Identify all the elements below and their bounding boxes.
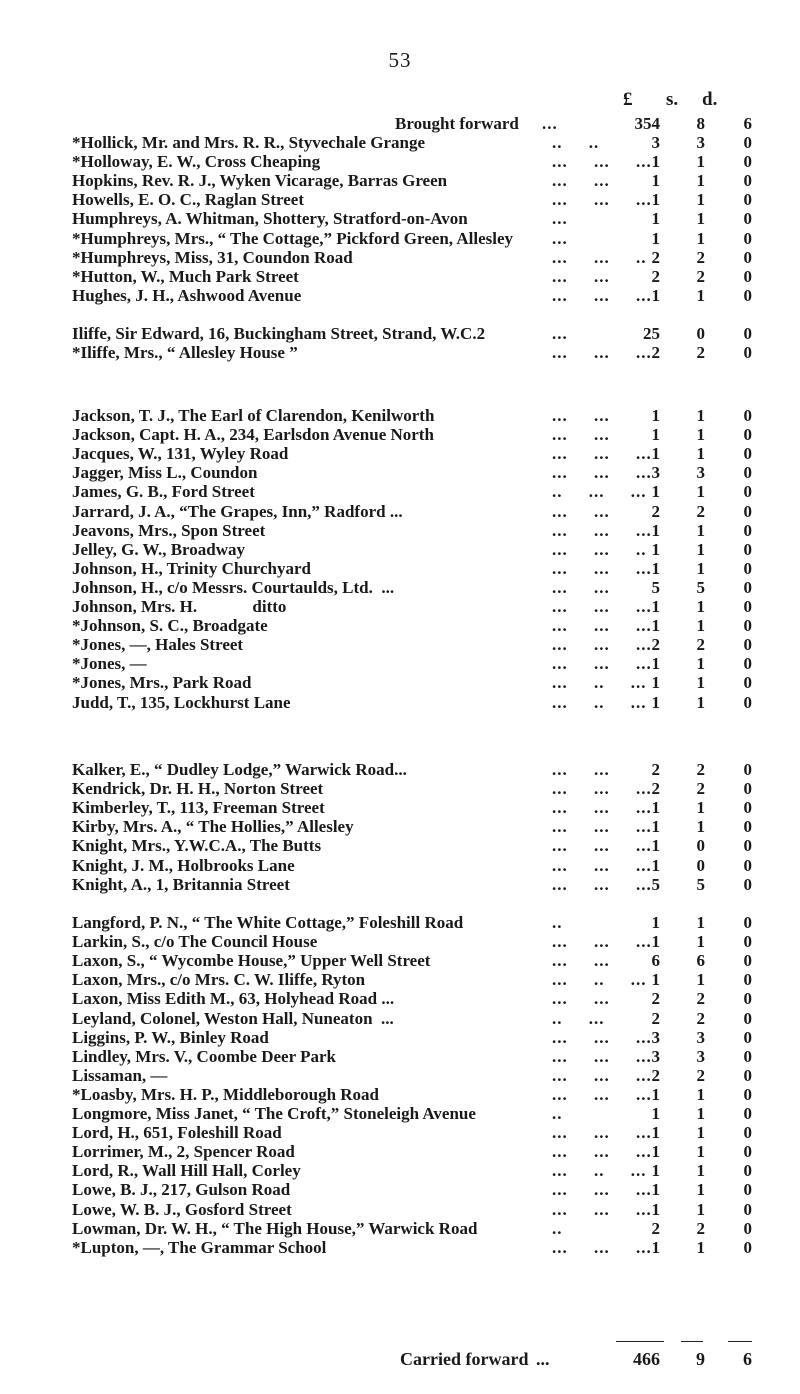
pence-value: 0 bbox=[743, 951, 752, 971]
subscriber-name: Kirby, Mrs. A., “ The Hollies,” Allesley bbox=[72, 817, 354, 837]
pounds-value: 2 bbox=[651, 1218, 660, 1238]
pence-value: 0 bbox=[743, 616, 752, 636]
shillings-value: 1 bbox=[696, 932, 705, 952]
leader-dots: ... ... ... bbox=[552, 817, 652, 837]
leader-dots: ... ... bbox=[552, 266, 610, 286]
shillings-value: 2 bbox=[696, 343, 705, 363]
leader-dots: ... bbox=[542, 114, 558, 133]
leader-dots: ... .. ... bbox=[552, 692, 647, 712]
leader-dots: ... ... ... bbox=[552, 932, 652, 952]
pence-value: 0 bbox=[743, 406, 752, 425]
subscriber-name: Laxon, Miss Edith M., 63, Holyhead Road ... bbox=[72, 989, 395, 1009]
leader-dots: ... ... ... bbox=[552, 836, 652, 856]
pence-value: 0 bbox=[743, 1084, 752, 1104]
pounds-total-rule bbox=[616, 1341, 664, 1342]
pence-value: 6 bbox=[743, 114, 752, 133]
subscriber-name: Longmore, Miss Janet, “ The Croft,” Stoneleigh Avenue bbox=[72, 1104, 476, 1123]
shillings-value: 1 bbox=[696, 285, 705, 305]
pounds-value: 1 bbox=[651, 406, 660, 425]
pence-value: 0 bbox=[743, 597, 752, 616]
shillings-value: 1 bbox=[696, 798, 705, 818]
leader-dots: ... ... ... bbox=[552, 855, 652, 875]
shillings-value: 1 bbox=[696, 1123, 705, 1143]
leader-dots: ... ... ... bbox=[552, 1199, 652, 1219]
page-number: 53 bbox=[388, 48, 412, 72]
list-item bbox=[72, 875, 752, 897]
pounds-value: 1 bbox=[651, 425, 660, 445]
subscriber-name: Humphreys, A. Whitman, Shottery, Stratford-on-Avon bbox=[72, 209, 468, 229]
pence-value: 0 bbox=[743, 1065, 752, 1085]
subscriber-name: James, G. B., Ford Street bbox=[72, 482, 255, 502]
shillings-column-header: s. bbox=[666, 89, 679, 110]
pounds-value: 1 bbox=[651, 520, 660, 540]
subscriber-name: *Iliffe, Mrs., “ Allesley House ” bbox=[72, 343, 298, 363]
pence-value: 0 bbox=[743, 855, 752, 875]
shillings-value: 3 bbox=[696, 133, 705, 152]
pence-value: 0 bbox=[743, 913, 752, 932]
subscriber-name: Larkin, S., c/o The Council House bbox=[72, 932, 318, 952]
shillings-value: 3 bbox=[696, 1046, 705, 1066]
pounds-value: 1 bbox=[651, 190, 660, 210]
pounds-value: 1 bbox=[651, 836, 660, 856]
leader-dots: ... ... ... bbox=[552, 1237, 652, 1257]
subscriber-name: Jagger, Miss L., Coundon bbox=[72, 463, 258, 483]
shillings-value: 8 bbox=[696, 114, 705, 133]
subscriber-name: *Humphreys, Miss, 31, Coundon Road bbox=[72, 247, 353, 267]
subscriber-name: Jeavons, Mrs., Spon Street bbox=[72, 520, 266, 540]
leader-dots: ... ... ... bbox=[552, 1142, 652, 1162]
pence-value: 0 bbox=[743, 285, 752, 305]
shillings-value: 1 bbox=[696, 673, 705, 693]
pounds-value: 1 bbox=[651, 616, 660, 636]
pence-total-rule bbox=[728, 1341, 752, 1342]
pounds-value: 1 bbox=[651, 209, 660, 229]
subscriber-name: Liggins, P. W., Binley Road bbox=[72, 1027, 269, 1047]
pence-value: 0 bbox=[743, 1008, 752, 1028]
pence-value: 0 bbox=[743, 425, 752, 445]
pounds-value: 1 bbox=[651, 913, 660, 932]
subscriber-name: Kimberley, T., 113, Freeman Street bbox=[72, 798, 325, 818]
pence-value: 0 bbox=[743, 520, 752, 540]
pounds-value: 1 bbox=[651, 692, 660, 712]
leader-dots: ... ... ... bbox=[552, 1065, 652, 1085]
subscriber-name: Knight, A., 1, Britannia Street bbox=[72, 874, 290, 894]
leader-dots: ... ... ... bbox=[552, 343, 652, 363]
pounds-value: 6 bbox=[651, 951, 660, 971]
subscriber-name: Laxon, S., “ Wycombe House,” Upper Well Street bbox=[72, 951, 431, 971]
shillings-value: 2 bbox=[696, 501, 705, 521]
leader-dots: ... ... ... bbox=[552, 463, 652, 483]
shillings-value: 5 bbox=[696, 577, 705, 597]
subscriber-name: *Humphreys, Mrs., “ The Cottage,” Pickford Green, Allesley bbox=[72, 228, 514, 248]
subscriber-name: Lissaman, — bbox=[72, 1065, 168, 1085]
leader-dots: ... ... .. bbox=[552, 539, 647, 559]
pounds-value: 5 bbox=[651, 577, 660, 597]
pounds-value: 1 bbox=[651, 444, 660, 464]
subscriber-name: Jarrard, J. A., “The Grapes, Inn,” Radford ... bbox=[72, 501, 403, 521]
pence-value: 0 bbox=[743, 482, 752, 502]
leader-dots: ... ... bbox=[552, 406, 610, 425]
pence-value: 0 bbox=[743, 817, 752, 837]
shillings-value: 1 bbox=[696, 444, 705, 464]
subscriber-name: *Jones, Mrs., Park Road bbox=[72, 673, 252, 693]
shillings-value: 1 bbox=[696, 171, 705, 191]
pounds-value: 25 bbox=[643, 324, 660, 343]
leader-dots: ... ... ... bbox=[552, 1084, 652, 1104]
subscriber-name: Lowe, B. J., 217, Gulson Road bbox=[72, 1180, 291, 1200]
subscriber-name: *Loasby, Mrs. H. P., Middleborough Road bbox=[72, 1084, 380, 1104]
leader-dots: ... ... ... bbox=[552, 1027, 652, 1047]
pence-value: 0 bbox=[743, 558, 752, 578]
pence-column-header: d. bbox=[702, 89, 718, 110]
shillings-value: 0 bbox=[696, 324, 705, 343]
pounds-value: 2 bbox=[651, 247, 660, 267]
pence-value: 0 bbox=[743, 874, 752, 894]
pence-value: 0 bbox=[743, 577, 752, 597]
pence-value: 0 bbox=[743, 539, 752, 559]
pence-value: 0 bbox=[743, 673, 752, 693]
pounds-value: 1 bbox=[651, 597, 660, 616]
shillings-value: 1 bbox=[696, 597, 705, 616]
pence-value: 0 bbox=[743, 171, 752, 191]
leader-dots: ... .. ... bbox=[552, 970, 647, 990]
pounds-value: 2 bbox=[651, 779, 660, 799]
leader-dots: ... bbox=[552, 209, 568, 229]
subscriber-name: Langford, P. N., “ The White Cottage,” Foleshill Road bbox=[72, 913, 464, 932]
leader-dots: ... ... ... bbox=[552, 635, 652, 655]
pounds-value: 1 bbox=[651, 1180, 660, 1200]
leader-dots: ... bbox=[552, 228, 568, 248]
leader-dots: .. ... bbox=[552, 1008, 605, 1028]
pounds-value: 3 bbox=[651, 133, 660, 152]
shillings-value: 0 bbox=[696, 836, 705, 856]
pounds-value: 1 bbox=[651, 1142, 660, 1162]
subscriber-name: *Hollick, Mr. and Mrs. R. R., Styvechale Grange bbox=[72, 133, 426, 152]
pounds-value: 1 bbox=[651, 855, 660, 875]
shillings-value: 6 bbox=[696, 951, 705, 971]
pence-value: 0 bbox=[743, 989, 752, 1009]
shillings-value: 2 bbox=[696, 247, 705, 267]
pence-total: 6 bbox=[743, 1349, 752, 1369]
pence-value: 0 bbox=[743, 654, 752, 674]
subscriber-name: Johnson, Mrs. H. ditto bbox=[72, 597, 287, 616]
shillings-value: 2 bbox=[696, 989, 705, 1009]
pounds-value: 1 bbox=[651, 1237, 660, 1257]
carried-forward-row bbox=[72, 1349, 752, 1373]
leader-dots: ... ... ... bbox=[552, 285, 652, 305]
pounds-total: 466 bbox=[633, 1349, 660, 1369]
leader-dots: ... ... bbox=[552, 951, 610, 971]
subscriber-name: Judd, T., 135, Lockhurst Lane bbox=[72, 692, 291, 712]
list-item bbox=[72, 286, 752, 308]
pounds-value: 1 bbox=[651, 1123, 660, 1143]
leader-dots: ... ... bbox=[552, 501, 610, 521]
pounds-value: 1 bbox=[651, 817, 660, 837]
subscriber-name: Leyland, Colonel, Weston Hall, Nuneaton ... bbox=[72, 1008, 394, 1028]
pence-value: 0 bbox=[743, 1237, 752, 1257]
pence-value: 0 bbox=[743, 932, 752, 952]
shillings-value: 3 bbox=[696, 463, 705, 483]
pounds-value: 1 bbox=[651, 654, 660, 674]
subscriber-name: *Holloway, E. W., Cross Cheaping bbox=[72, 152, 321, 172]
leader-dots: ... ... ... bbox=[552, 1123, 652, 1143]
pence-value: 0 bbox=[743, 635, 752, 655]
brought-forward-label: Brought forward bbox=[395, 114, 519, 133]
subscriber-name: *Johnson, S. C., Broadgate bbox=[72, 616, 268, 636]
subscriber-name: Lord, H., 651, Foleshill Road bbox=[72, 1123, 282, 1143]
shillings-value: 3 bbox=[696, 1027, 705, 1047]
subscriber-name: Hopkins, Rev. R. J., Wyken Vicarage, Barras Green bbox=[72, 171, 448, 191]
shillings-value: 1 bbox=[696, 152, 705, 172]
pence-value: 0 bbox=[743, 190, 752, 210]
subscriber-name: Jackson, Capt. H. A., 234, Earlsdon Avenue North bbox=[72, 425, 434, 445]
subscriber-name: *Hutton, W., Much Park Street bbox=[72, 266, 299, 286]
pence-value: 0 bbox=[743, 1104, 752, 1123]
shillings-value: 2 bbox=[696, 635, 705, 655]
pence-value: 0 bbox=[743, 152, 752, 172]
pounds-value: 1 bbox=[651, 152, 660, 172]
shillings-value: 2 bbox=[696, 1008, 705, 1028]
leader-dots: ... ... ... bbox=[552, 1046, 652, 1066]
shillings-value: 1 bbox=[696, 209, 705, 229]
pence-value: 0 bbox=[743, 501, 752, 521]
leader-dots: ... ... ... bbox=[552, 798, 652, 818]
pence-value: 0 bbox=[743, 760, 752, 779]
pounds-value: 354 bbox=[634, 114, 660, 133]
leader-dots: ... ... bbox=[552, 760, 610, 779]
shillings-value: 1 bbox=[696, 970, 705, 990]
pence-value: 0 bbox=[743, 798, 752, 818]
pence-value: 0 bbox=[743, 266, 752, 286]
subscriber-name: Johnson, H., c/o Messrs. Courtaulds, Ltd. ... bbox=[72, 577, 395, 597]
pence-value: 0 bbox=[743, 1123, 752, 1143]
shillings-total: 9 bbox=[696, 1349, 705, 1369]
leader-dots: ... .. ... bbox=[552, 673, 647, 693]
shillings-value: 1 bbox=[696, 1104, 705, 1123]
subscriber-name: Jelley, G. W., Broadway bbox=[72, 539, 246, 559]
pence-value: 0 bbox=[743, 970, 752, 990]
pounds-value: 1 bbox=[651, 482, 660, 502]
leader-dots: .. bbox=[552, 1218, 563, 1238]
subscriber-name: Howells, E. O. C., Raglan Street bbox=[72, 190, 305, 210]
subscriber-name: Lord, R., Wall Hill Hall, Corley bbox=[72, 1161, 301, 1181]
pounds-value: 2 bbox=[651, 760, 660, 779]
shillings-value: 2 bbox=[696, 1218, 705, 1238]
pounds-value: 3 bbox=[651, 1046, 660, 1066]
leader-dots: ... ... bbox=[552, 989, 610, 1009]
shillings-value: 1 bbox=[696, 654, 705, 674]
leader-dots: .. bbox=[552, 1104, 563, 1123]
shillings-value: 1 bbox=[696, 1180, 705, 1200]
shillings-value: 1 bbox=[696, 406, 705, 425]
pence-value: 0 bbox=[743, 324, 752, 343]
shillings-value: 1 bbox=[696, 190, 705, 210]
shillings-value: 2 bbox=[696, 1065, 705, 1085]
pounds-value: 2 bbox=[651, 1008, 660, 1028]
pounds-value: 1 bbox=[651, 673, 660, 693]
shillings-value: 2 bbox=[696, 779, 705, 799]
leader-dots: ... .. ... bbox=[552, 1161, 647, 1181]
leader-dots: ... bbox=[552, 324, 568, 343]
subscriber-name: Kendrick, Dr. H. H., Norton Street bbox=[72, 779, 324, 799]
shillings-value: 1 bbox=[696, 228, 705, 248]
shillings-value: 5 bbox=[696, 874, 705, 894]
pounds-value: 2 bbox=[651, 501, 660, 521]
list-item bbox=[72, 693, 752, 715]
subscriber-name: Jacques, W., 131, Wyley Road bbox=[72, 444, 289, 464]
pounds-value: 1 bbox=[651, 970, 660, 990]
pounds-value: 2 bbox=[651, 343, 660, 363]
shillings-value: 1 bbox=[696, 1084, 705, 1104]
leader-dots: ... ... ... bbox=[552, 597, 652, 616]
subscriber-name: *Jones, —, Hales Street bbox=[72, 635, 244, 655]
pounds-value: 1 bbox=[651, 798, 660, 818]
shillings-value: 1 bbox=[696, 692, 705, 712]
leader-dots: ... ... ... bbox=[552, 152, 652, 172]
leader-dots: ... ... ... bbox=[552, 654, 652, 674]
leader-dots: ... ... ... bbox=[552, 1180, 652, 1200]
leader-dots: ... ... ... bbox=[552, 874, 652, 894]
shillings-value: 1 bbox=[696, 520, 705, 540]
list-item bbox=[72, 1238, 752, 1260]
pounds-value: 1 bbox=[651, 539, 660, 559]
leader-dots: .. .. bbox=[552, 133, 600, 152]
leader-dots: ... ... bbox=[552, 577, 610, 597]
pence-value: 0 bbox=[743, 1218, 752, 1238]
shillings-value: 1 bbox=[696, 1237, 705, 1257]
shillings-value: 1 bbox=[696, 913, 705, 932]
pounds-value: 1 bbox=[651, 1199, 660, 1219]
leader-dots: ... ... ... bbox=[552, 616, 652, 636]
pounds-value: 1 bbox=[651, 1104, 660, 1123]
pence-value: 0 bbox=[743, 444, 752, 464]
shillings-value: 1 bbox=[696, 539, 705, 559]
pence-value: 0 bbox=[743, 779, 752, 799]
pounds-value: 5 bbox=[651, 874, 660, 894]
shillings-total-rule bbox=[681, 1341, 703, 1342]
subscriber-name: Kalker, E., “ Dudley Lodge,” Warwick Road... bbox=[72, 760, 407, 779]
pounds-value: 3 bbox=[651, 1027, 660, 1047]
pence-value: 0 bbox=[743, 1180, 752, 1200]
leader-dots: ... ... .. bbox=[552, 247, 647, 267]
subscriber-name: Hughes, J. H., Ashwood Avenue bbox=[72, 285, 302, 305]
pounds-value: 1 bbox=[651, 171, 660, 191]
subscriber-name: Knight, J. M., Holbrooks Lane bbox=[72, 855, 295, 875]
leader-dots: .. ... ... bbox=[552, 482, 647, 502]
pence-value: 0 bbox=[743, 228, 752, 248]
leader-dots: ... ... ... bbox=[552, 558, 652, 578]
shillings-value: 1 bbox=[696, 1199, 705, 1219]
pence-value: 0 bbox=[743, 692, 752, 712]
pence-value: 0 bbox=[743, 1142, 752, 1162]
subscriber-name: *Lupton, —, The Grammar School bbox=[72, 1237, 327, 1257]
pounds-value: 1 bbox=[651, 1084, 660, 1104]
pounds-value: 2 bbox=[651, 266, 660, 286]
pence-value: 0 bbox=[743, 1199, 752, 1219]
pounds-value: 1 bbox=[651, 558, 660, 578]
subscriber-name: Johnson, H., Trinity Churchyard bbox=[72, 558, 312, 578]
pence-value: 0 bbox=[743, 133, 752, 152]
subscriber-name: Laxon, Mrs., c/o Mrs. C. W. Iliffe, Ryton bbox=[72, 970, 366, 990]
pence-value: 0 bbox=[743, 836, 752, 856]
leader-dots: ... ... ... bbox=[552, 779, 652, 799]
shillings-value: 1 bbox=[696, 1161, 705, 1181]
subscriber-name: Jackson, T. J., The Earl of Clarendon, Kenilworth bbox=[72, 406, 435, 425]
shillings-value: 1 bbox=[696, 558, 705, 578]
pence-value: 0 bbox=[743, 1046, 752, 1066]
pounds-value: 2 bbox=[651, 1065, 660, 1085]
shillings-value: 2 bbox=[696, 760, 705, 779]
leader-dots: ... ... bbox=[552, 425, 610, 445]
shillings-value: 1 bbox=[696, 616, 705, 636]
shillings-value: 2 bbox=[696, 266, 705, 286]
subscriber-name: Knight, Mrs., Y.W.C.A., The Butts bbox=[72, 836, 322, 856]
pounds-value: 1 bbox=[651, 1161, 660, 1181]
subscriber-name: Lindley, Mrs. V., Coombe Deer Park bbox=[72, 1046, 336, 1066]
pence-value: 0 bbox=[743, 1027, 752, 1047]
pounds-value: 1 bbox=[651, 228, 660, 248]
shillings-value: 1 bbox=[696, 482, 705, 502]
carried-forward-label: Carried forward bbox=[400, 1349, 529, 1369]
subscriber-name: Lowe, W. B. J., Gosford Street bbox=[72, 1199, 292, 1219]
shillings-value: 1 bbox=[696, 425, 705, 445]
subscriber-name: Lorrimer, M., 2, Spencer Road bbox=[72, 1142, 295, 1162]
shillings-value: 1 bbox=[696, 817, 705, 837]
pence-value: 0 bbox=[743, 463, 752, 483]
subscriber-name: *Jones, — bbox=[72, 654, 147, 674]
leader-dots: ... ... ... bbox=[552, 190, 652, 210]
shillings-value: 0 bbox=[696, 855, 705, 875]
list-item bbox=[72, 343, 752, 365]
leader-dots: ... ... bbox=[552, 171, 610, 191]
pounds-value: 2 bbox=[651, 989, 660, 1009]
subscriber-name: Lowman, Dr. W. H., “ The High House,” Warwick Road bbox=[72, 1218, 478, 1238]
shillings-value: 1 bbox=[696, 1142, 705, 1162]
subscriber-name: Iliffe, Sir Edward, 16, Buckingham Street, Strand, W.C.2 bbox=[72, 324, 486, 343]
leader-dots: ... bbox=[536, 1349, 550, 1369]
leader-dots: ... ... ... bbox=[552, 520, 652, 540]
pounds-column-header: £ bbox=[623, 89, 633, 110]
pounds-value: 1 bbox=[651, 932, 660, 952]
pounds-value: 3 bbox=[651, 463, 660, 483]
leader-dots: ... ... ... bbox=[552, 444, 652, 464]
pence-value: 0 bbox=[743, 247, 752, 267]
pence-value: 0 bbox=[743, 1161, 752, 1181]
pounds-value: 2 bbox=[651, 635, 660, 655]
pounds-value: 1 bbox=[651, 285, 660, 305]
pence-value: 0 bbox=[743, 343, 752, 363]
pence-value: 0 bbox=[743, 209, 752, 229]
leader-dots: .. bbox=[552, 913, 563, 932]
